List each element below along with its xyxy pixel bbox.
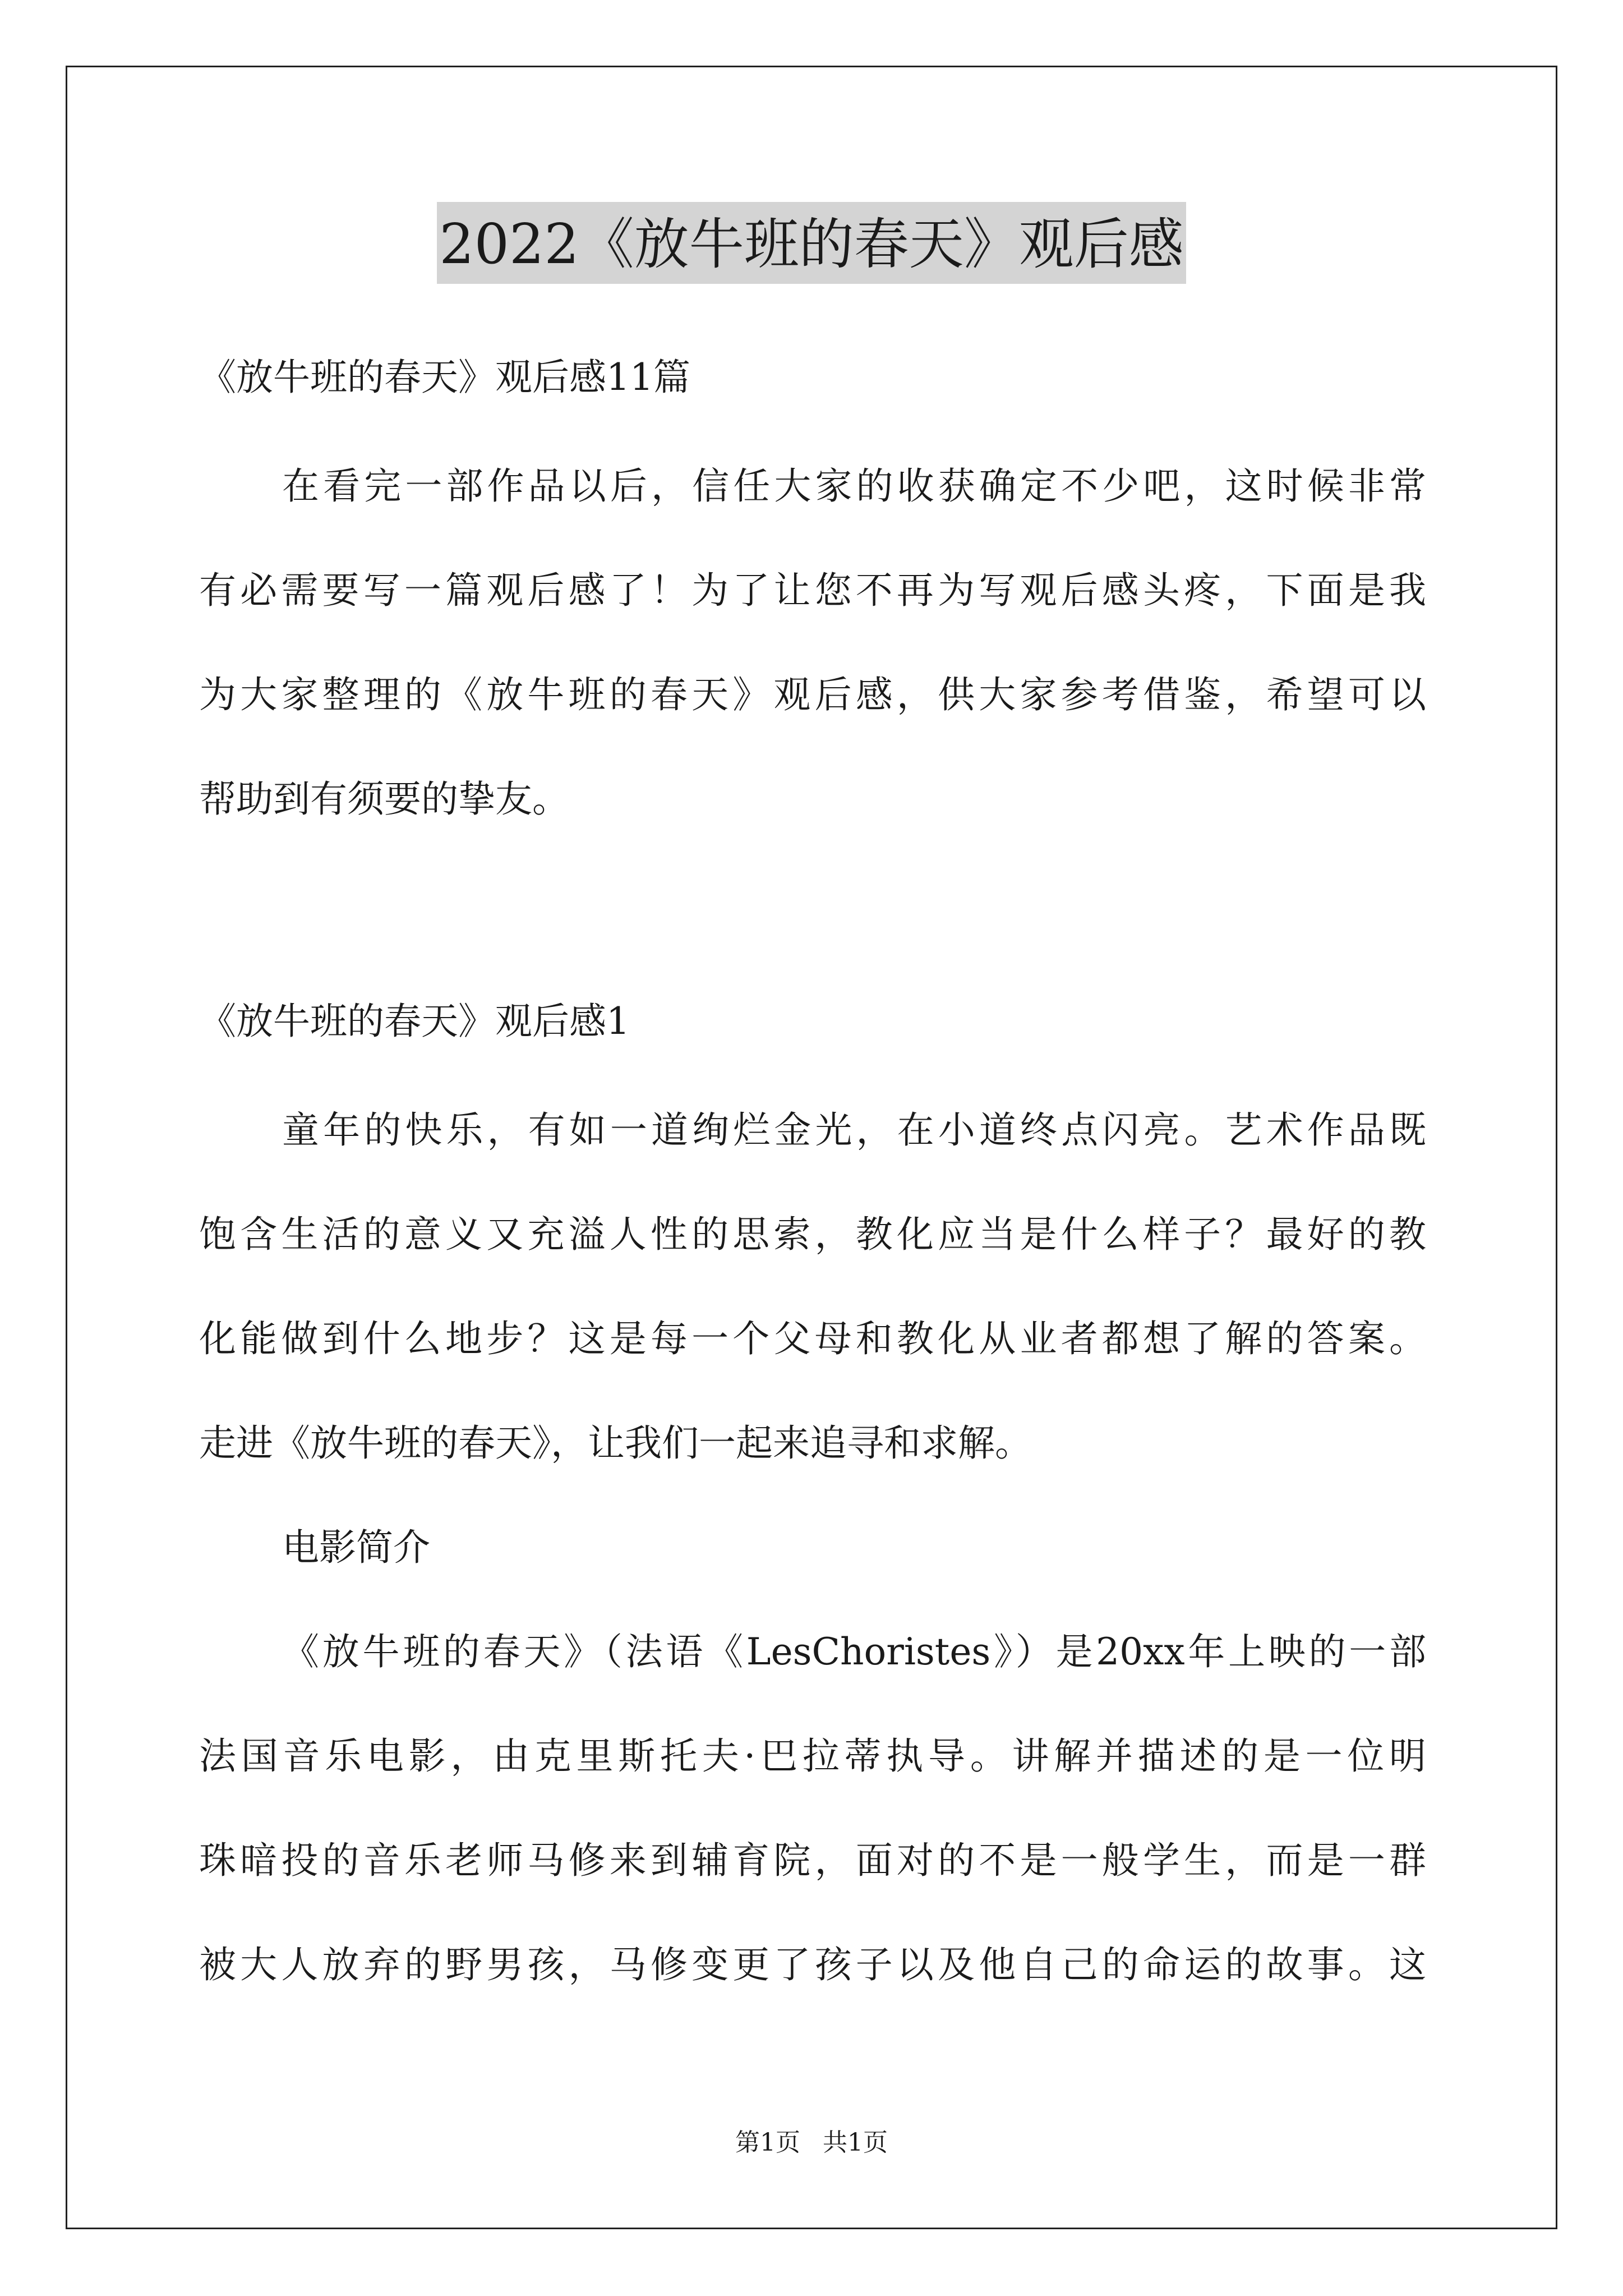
paragraph-line: 有必需要写一篇观后感了！为了让您不再为写观后感头疼，下面是我 xyxy=(199,569,1426,612)
paragraph-line: 化能做到什么地步？这是每一个父母和教化从业者都想了解的答案。 xyxy=(199,1317,1426,1360)
page-number: 第1页 xyxy=(735,2128,800,2157)
paragraph-line: 为大家整理的《放牛班的春天》观后感，供大家参考借鉴，希望可以 xyxy=(199,673,1426,716)
paragraph-line: 饱含生活的意义又充溢人性的思索，教化应当是什么样子？最好的教 xyxy=(199,1213,1426,1256)
document-title: 2022《放牛班的春天》观后感 xyxy=(437,202,1186,284)
paragraph-line: 被大人放弃的野男孩，马修变更了孩子以及他自己的命运的故事。这 xyxy=(199,1943,1426,1986)
page-footer xyxy=(0,2126,1623,2160)
title-container xyxy=(0,202,1623,284)
section-heading-1: 《放牛班的春天》观后感1 xyxy=(199,1000,630,1043)
paragraph-line: 珠暗投的音乐老师马修来到辅育院，面对的不是一般学生，而是一群 xyxy=(199,1839,1426,1882)
paragraph-line: 《放牛班的春天》（法语《LesChoristes》）是20xx年上映的一部 xyxy=(282,1630,1426,1673)
paragraph-line: 走进《放牛班的春天》，让我们一起来追寻和求解。 xyxy=(199,1421,1032,1465)
paragraph-line: 法国音乐电影，由克里斯托夫·巴拉蒂执导。讲解并描述的是一位明 xyxy=(199,1734,1426,1778)
paragraph-line: 在看完一部作品以后，信任大家的收获确定不少吧，这时候非常 xyxy=(282,464,1426,508)
paragraph-line: 童年的快乐，有如一道绚烂金光，在小道终点闪亮。艺术作品既 xyxy=(282,1108,1426,1152)
section-heading-intro: 《放牛班的春天》观后感11篇 xyxy=(199,356,690,399)
page-total: 共1页 xyxy=(823,2128,888,2157)
subheading-film-intro: 电影简介 xyxy=(282,1526,430,1569)
paragraph-line: 帮助到有须要的挚友。 xyxy=(199,777,569,821)
